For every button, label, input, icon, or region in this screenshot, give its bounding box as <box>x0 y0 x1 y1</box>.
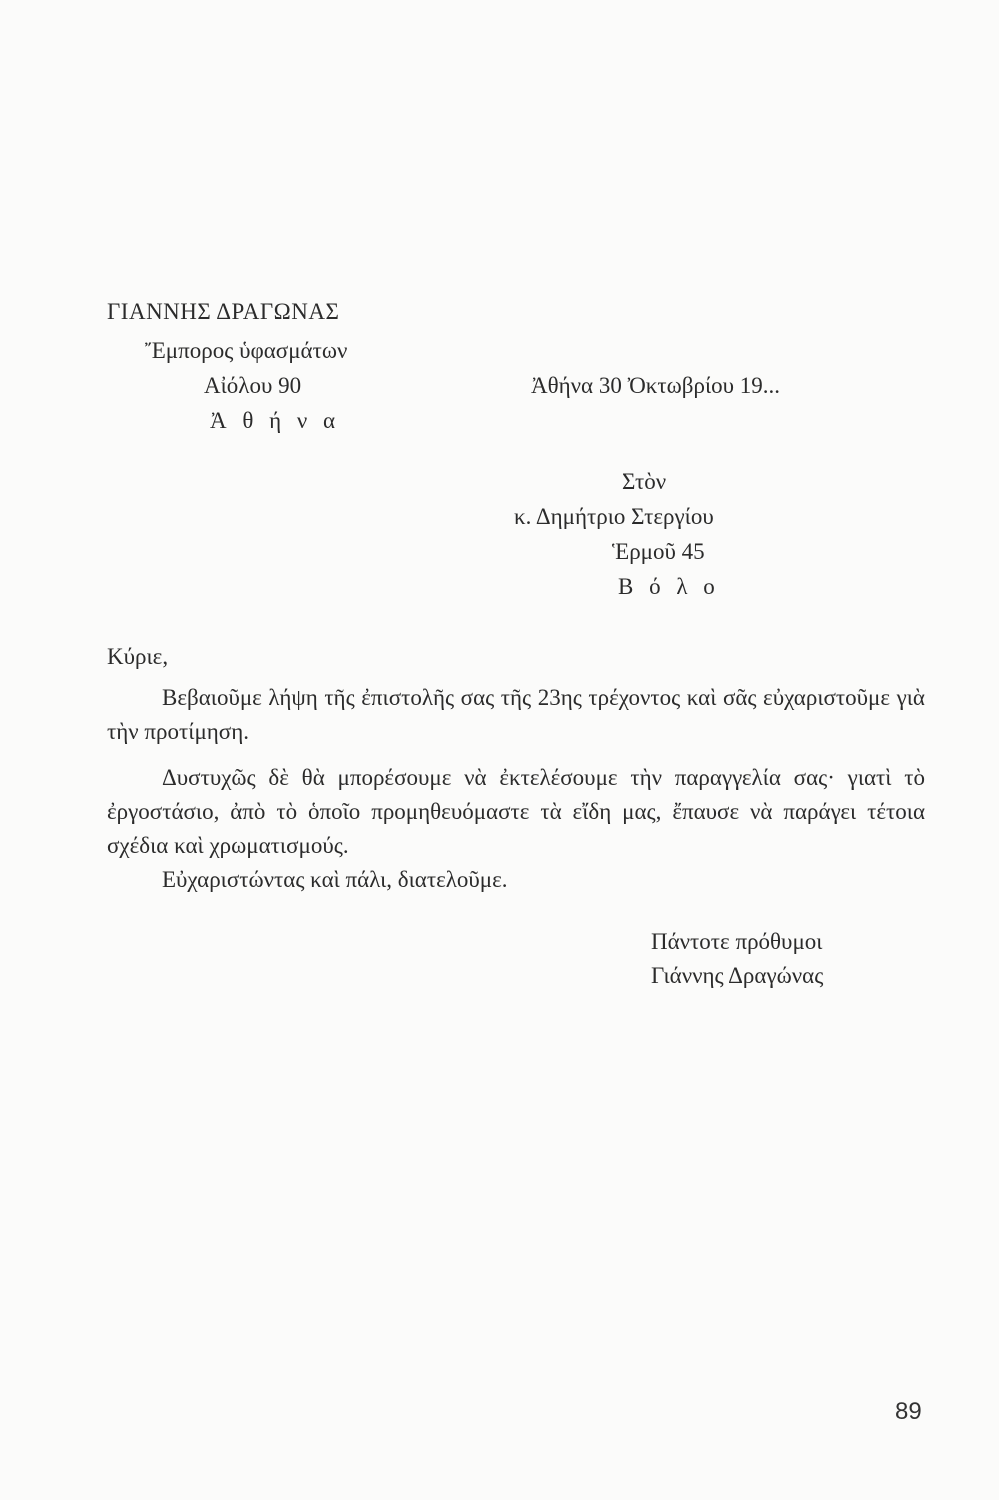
sender-occupation: Ἔμπορος ὑφασμάτων <box>145 338 348 363</box>
body-paragraph-2: Δυστυχῶς δὲ θὰ μπορέσουμε νὰ ἐκτελέσουμε τὴν παραγγελία σας· γιατὶ τὸ ἐργοστάσιο, ἀπὸ τὸ ὁποῖο προμηθευόμαστε τὰ εἴδη μας, ἔπαυσε νὰ παράγει τέτοια σχέδια καὶ χρωματισμούς. <box>107 765 925 858</box>
page-number: 89 <box>895 1398 922 1425</box>
sender-name: ΓΙΑΝΝΗΣ ΔΡΑΓΩΝΑΣ <box>107 299 340 324</box>
recipient-to: Στὸν <box>622 469 667 494</box>
body-paragraph-3: Εὐχαριστώντας καὶ πάλι, διατελοῦμε. <box>162 867 508 892</box>
sender-street: Αἰόλου 90 <box>204 373 302 398</box>
sender-city: Ἀ θ ή ν α <box>210 408 341 433</box>
letter-date: Ἀθήνα 30 Ὀκτωβρίου 19... <box>531 373 781 398</box>
recipient-city: Β ό λ ο <box>618 574 720 599</box>
salutation: Κύριε, <box>107 644 169 669</box>
recipient-street: Ἑρμοῦ 45 <box>612 539 705 564</box>
recipient-name: κ. Δημήτριο Στεργίου <box>514 504 714 529</box>
signature: Γιάννης Δραγώνας <box>651 963 824 988</box>
body-paragraph-1: Βεβαιοῦμε λήψη τῆς ἐπιστολῆς σας τῆς 23ης τρέχοντος καὶ σᾶς εὐχαριστοῦμε γιὰ τὴν προτίμηση. <box>107 685 925 744</box>
closing-phrase: Πάντοτε πρόθυμοι <box>651 929 823 954</box>
